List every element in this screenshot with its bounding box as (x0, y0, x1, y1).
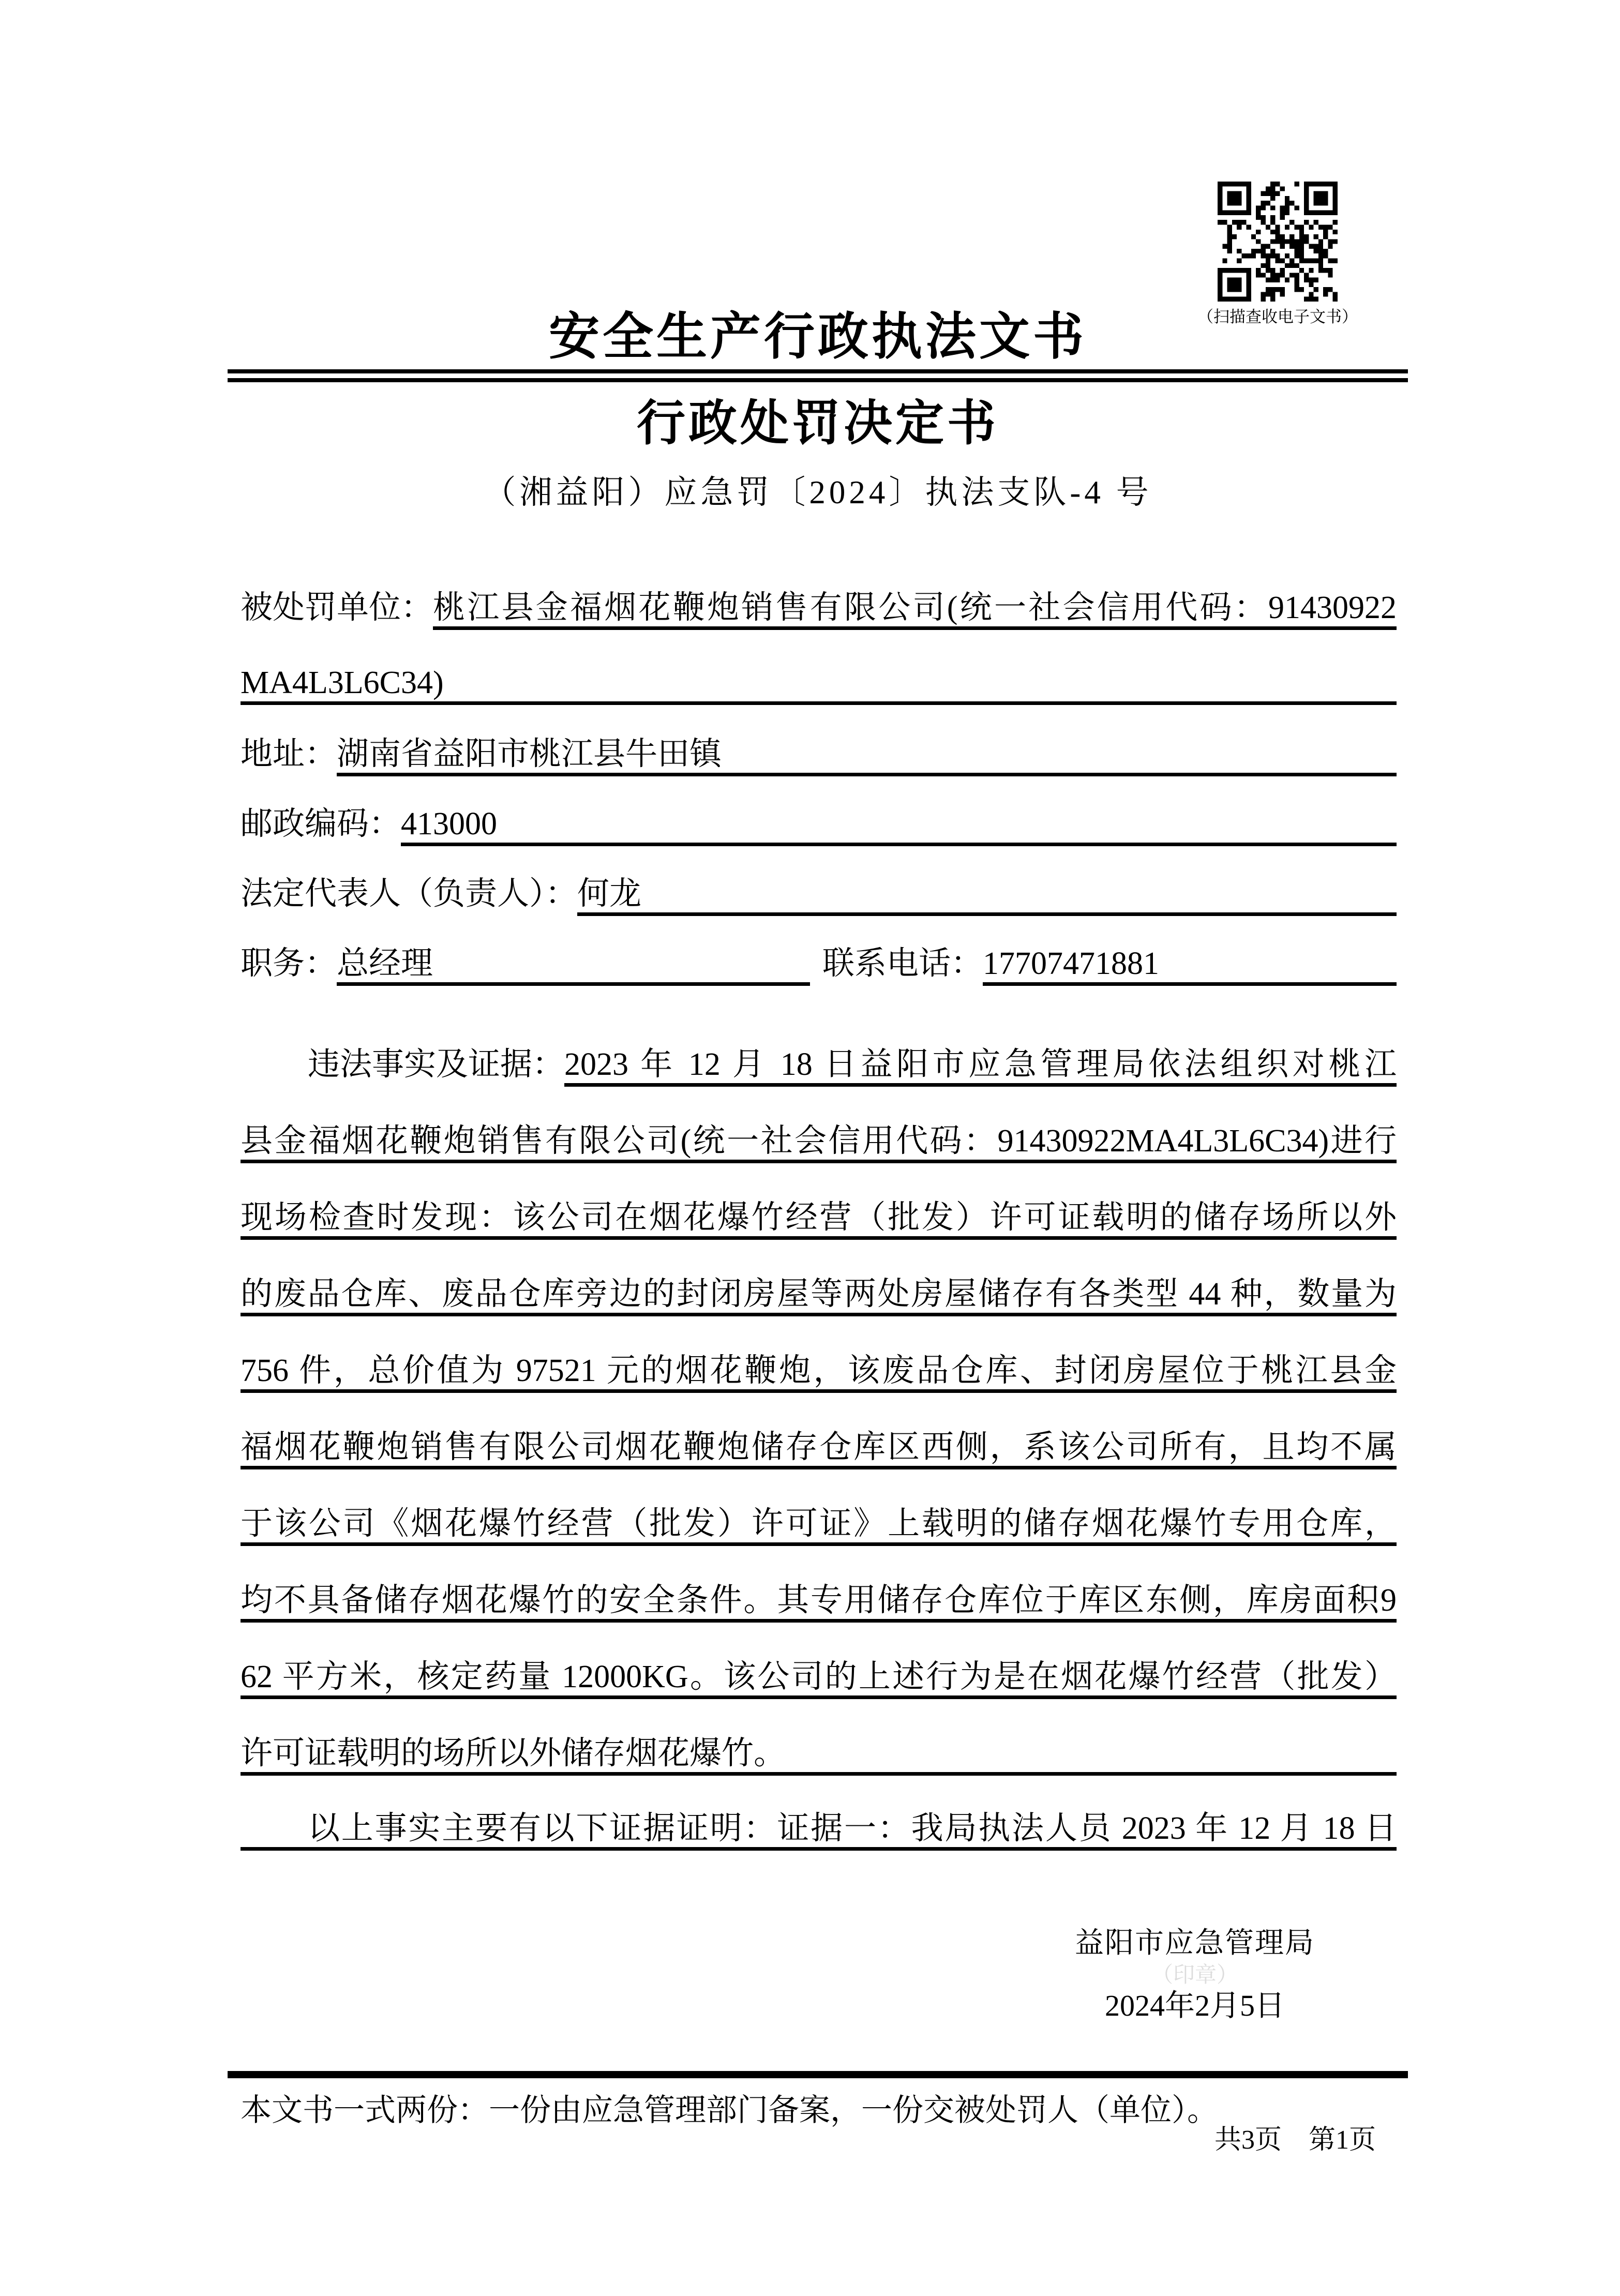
facts-first-line: 2023 年 12 月 18 日益阳市应急管理局依法组织对桃江 (564, 1043, 1397, 1087)
field-row-unit (241, 587, 1397, 630)
footer-note: 本文书一式两份：一份由应急管理部门备案，一份交被处罚人（单位）。 (241, 2093, 1218, 2127)
seal-note: （印章） (1151, 1963, 1238, 1987)
field-row-position-phone (241, 942, 1397, 986)
double-rule (228, 369, 1408, 382)
facts-text: 均不具备储存烟花爆竹的安全条件。其专用储存仓库位于库区东侧，库房面积9 (241, 1583, 1397, 1618)
page-indicator: 共3页 第1页 (1214, 2125, 1376, 2155)
facts-text: 的废品仓库、废品仓库旁边的封闭房屋等两处房屋储存有各类型 44 种，数量为 (241, 1277, 1397, 1312)
issue-date: 2024年2月5日 (1104, 1989, 1285, 2022)
facts-text: 许可证载明的场所以外储存烟花爆竹。 (241, 1736, 786, 1771)
position-label: 职务： (241, 946, 337, 981)
evidence-line (241, 1807, 1397, 1851)
position-value: 总经理 (337, 942, 810, 986)
postcode-label: 邮政编码： (241, 806, 401, 842)
facts-line-1 (241, 1043, 1397, 1087)
agency-signature: 益阳市应急管理局 (1075, 1927, 1315, 1959)
facts-line-6 (241, 1426, 1397, 1469)
facts-line-10 (241, 1732, 1397, 1776)
document-number: （湘益阳）应急罚〔2024〕执法支队-4 号 (483, 474, 1152, 511)
facts-line-5 (241, 1349, 1397, 1393)
qr-caption: （扫描查收电子文书） (1197, 308, 1358, 326)
header-title: 安全生产行政执法文书 (548, 308, 1087, 365)
unit-value-line1: 桃江县金福烟花鞭炮销售有限公司(统一社会信用代码：91430922 (433, 587, 1397, 630)
unit-label: 被处罚单位： (241, 590, 433, 625)
qr-code-icon (1217, 182, 1338, 302)
legal-rep-label: 法定代表人（负责人）： (241, 876, 578, 911)
field-row-legal-rep (241, 873, 1397, 916)
facts-text: 62 平方米，核定药量 12000KG。该公司的上述行为是在烟花爆竹经营（批发） (241, 1659, 1397, 1694)
field-row-postcode (241, 803, 1397, 846)
address-value: 湖南省益阳市桃江县牛田镇 (337, 733, 1397, 776)
document-title: 行政处罚决定书 (636, 396, 999, 450)
facts-text: 现场检查时发现：该公司在烟花爆竹经营（批发）许可证载明的储存场所以外 (241, 1200, 1397, 1235)
facts-line-8 (241, 1579, 1397, 1623)
phone-value: 17707471881 (983, 942, 1397, 986)
facts-line-2 (241, 1120, 1397, 1163)
facts-line-4 (241, 1273, 1397, 1316)
address-label: 地址： (241, 737, 337, 772)
facts-text: 756 件，总价值为 97521 元的烟花鞭炮，该废品仓库、封闭房屋位于桃江县金 (241, 1353, 1397, 1388)
qr-block (1179, 182, 1376, 326)
legal-rep-value: 何龙 (577, 873, 1397, 916)
field-row-unit-cont (241, 662, 1397, 705)
field-row-address (241, 733, 1397, 776)
facts-text: 县金福烟花鞭炮销售有限公司(统一社会信用代码：91430922MA4L3L6C34)进行 (241, 1123, 1397, 1159)
facts-text: 福烟花鞭炮销售有限公司烟花鞭炮储存仓库区西侧，系该公司所有，且均不属 (241, 1430, 1397, 1465)
evidence-text: 以上事实主要有以下证据证明：证据一：我局执法人员 2023 年 12 月 18 日 (308, 1811, 1397, 1846)
facts-line-7 (241, 1503, 1397, 1546)
postcode-value: 413000 (401, 803, 1397, 846)
facts-line-9 (241, 1656, 1397, 1699)
facts-label: 违法事实及证据： (308, 1047, 565, 1082)
facts-line-3 (241, 1196, 1397, 1240)
unit-value-line2: MA4L3L6C34) (241, 665, 444, 700)
phone-label: 联系电话： (822, 946, 983, 981)
footer-divider (228, 2071, 1408, 2078)
facts-text: 于该公司《烟花爆竹经营（批发）许可证》上载明的储存烟花爆竹专用仓库， (241, 1506, 1397, 1541)
